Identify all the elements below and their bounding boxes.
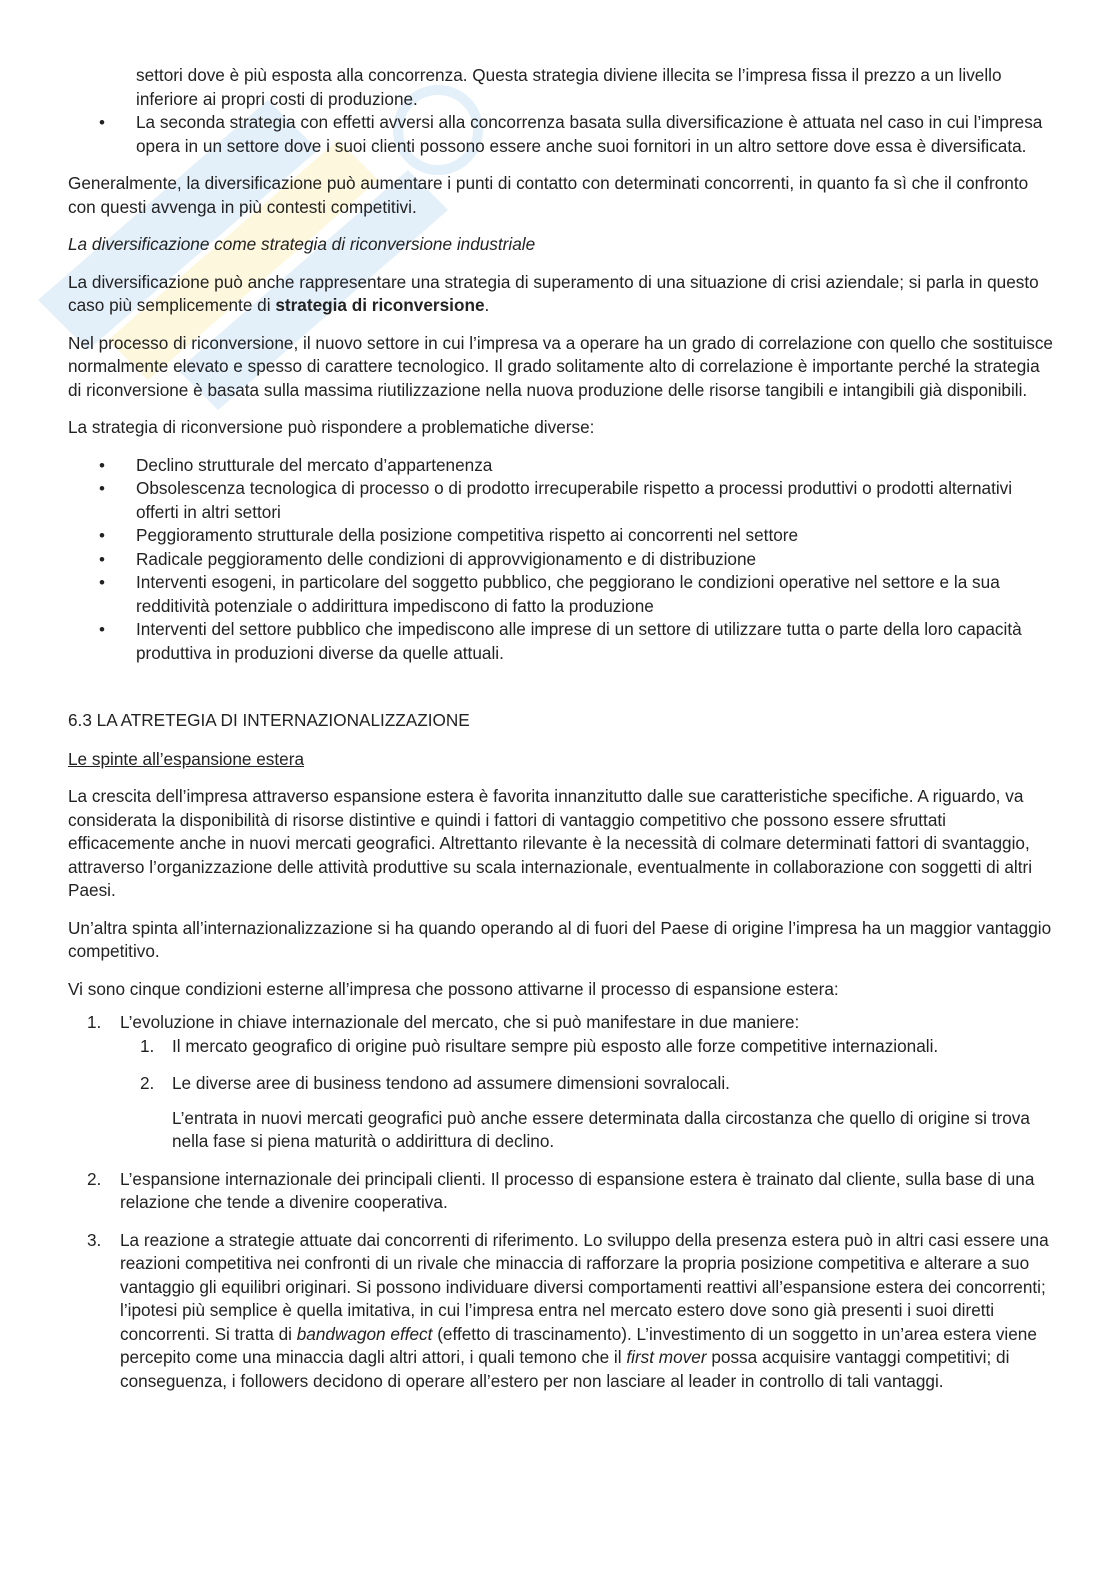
list-item-text: La reazione a strategie attuate dai concorrenti di riferimento. Lo sviluppo della presenza estera può in altri casi essere una reazioni competitiva nei confronti di un rivale che minaccia di rafforzare la propria posizione competitiva e alterare a suo vantaggio gli equilibri originari. Si possono individuare diversi comportamenti reattivi all’espansione estera dei concorrenti; l’ipotesi più semplice è quella imitativa, in cui l’impresa entra nel mercato estero dove sono già presenti i suoi diretti concorrenti. Si tratta di bbox=[120, 1229, 1049, 1344]
section-heading: 6.3 LA ATRETEGIA DI INTERNAZIONALIZZAZIONE bbox=[68, 710, 470, 730]
conditions-list bbox=[68, 1011, 1054, 1393]
paragraph-altra-spinta: Un’altra spinta all’internazionalizzazione si ha quando operando al di fuori del Paese di origine l’impresa ha un maggior vantaggio competitivo. bbox=[68, 917, 1052, 961]
paragraph-cinque-condizioni: Vi sono cinque condizioni esterne all’impresa che possono attivarne il processo di espansione estera: bbox=[68, 978, 839, 999]
list-number: 1. bbox=[87, 1012, 102, 1032]
list-item-text: possa acquisire vantaggi competitivi; di conseguenza, i followers decidono di operare all’estero per non lasciare al leader in controllo di tali vantaggi. bbox=[120, 1347, 1010, 1391]
problematiche-list bbox=[68, 454, 1054, 666]
list-item: • Declino strutturale del mercato d’appartenenza bbox=[68, 454, 1054, 478]
list-item bbox=[68, 1011, 1054, 1154]
document-page bbox=[68, 64, 1054, 1407]
list-item-text: L’evoluzione in chiave internazionale del mercato, che si può manifestare in due maniere: bbox=[120, 1012, 800, 1032]
paragraph-generalmente: Generalmente, la diversificazione può aumentare i punti di contatto con determinati concorrenti, in quanto fa sì che il confronto con questi avvenga in più contesti competitivi. bbox=[68, 173, 1029, 217]
list-item: • Interventi del settore pubblico che impediscono alle imprese di un settore di utilizzare tutta o parte della loro capacità produttiva in produzioni diverse da quelle attuali. bbox=[68, 618, 1054, 665]
list-item: • Peggioramento strutturale della posizione competitiva rispetto ai concorrenti nel settore bbox=[68, 524, 1054, 548]
sub-list-item bbox=[120, 1035, 1054, 1059]
sub-list bbox=[120, 1035, 1054, 1096]
list-number: 2. bbox=[87, 1168, 102, 1189]
sub-list-item bbox=[120, 1072, 1054, 1096]
italic-term: bandwagon effect bbox=[296, 1323, 433, 1344]
paragraph-text: La diversificazione può anche rappresentare una strategia di superamento di una situazione di crisi aziendale; si parla in questo caso più semplicemente di bbox=[68, 271, 1039, 315]
intro-bullet-list bbox=[68, 64, 1054, 158]
list-item-text: La seconda strategia con effetti avversi alla concorrenza basata sulla diversificazione è attuata nel caso in cui l’impresa opera in un settore dove i suoi clienti possono essere anche suoi fornitori in un altro settore dove essa è diversificata. bbox=[136, 112, 1043, 156]
list-item: • Interventi esogeni, in particolare del soggetto pubblico, che peggiorano le condizioni operative nel settore e la sua redditività potenziale o addirittura impediscono di fatto la produzione bbox=[68, 571, 1054, 618]
list-item: • Obsolescenza tecnologica di processo o di prodotto irrecuperabile rispetto a processi produttivi o prodotti alternativi offerti in altri settori bbox=[68, 477, 1054, 524]
italic-term: first mover bbox=[626, 1347, 707, 1367]
paragraph-crescita: La crescita dell’impresa attraverso espansione estera è favorita innanzitutto dalle sue caratteristiche specifiche. A riguardo, va considerata la disponibilità di risorse distintive e quindi i fattori di vantaggio competitivo che possono essere sfruttati efficacemente anche in nuovi mercati geografici. Altrettanto rilevante è la necessità di colmare determinati fattori di svantaggio, attraverso l’organizzazione delle attività produttive su scala internazionale, eventualmente in collaborazione con soggetti di altri Paesi. bbox=[68, 786, 1033, 900]
list-number: 2. bbox=[140, 1073, 155, 1093]
paragraph-text: . bbox=[484, 295, 490, 315]
list-item-text: Le diverse aree di business tendono ad assumere dimensioni sovralocali. bbox=[172, 1073, 730, 1093]
subheading-riconversione: La diversificazione come strategia di riconversione industriale bbox=[68, 234, 536, 254]
list-item: • Radicale peggioramento delle condizioni di approvvigionamento e di distribuzione bbox=[68, 548, 1054, 572]
list-item bbox=[68, 1229, 1054, 1394]
list-number: 3. bbox=[87, 1229, 102, 1250]
list-item bbox=[68, 1168, 1054, 1215]
intro-bullet-continued bbox=[68, 64, 1054, 111]
paragraph-problematiche: La strategia di riconversione può rispondere a problematiche diverse: bbox=[68, 417, 595, 437]
paragraph-processo: Nel processo di riconversione, il nuovo settore in cui l’impresa va a operare ha un grado di correlazione con quello che sostituisce normalmente elevato e spesso di carattere tecnologico. Il grado solitamente alto di correlazione è importante perché la strategia di riconversione è basata sulla massima riutilizzazione nella nuova produzione delle risorse tangibili e intangibili già disponibili. bbox=[68, 332, 1053, 400]
subheading-spinte: Le spinte all’espansione estera bbox=[68, 748, 305, 769]
list-item-text: settori dove è più esposta alla concorrenza. Questa strategia diviene illecita se l’impresa fissa il prezzo a un livello inferiore ai propri costi di produzione. bbox=[136, 65, 1002, 109]
paragraph-riconversione bbox=[68, 271, 1054, 318]
sub-note: L’entrata in nuovi mercati geografici può anche essere determinata dalla circostanza che quello di origine si trova nella fase si piena maturità o addirittura di declino. bbox=[172, 1107, 1030, 1151]
list-item-text: (effetto di trascinamento). L’investimento di un soggetto in un’area estera viene percepito come una minaccia dagli altri attori, i quali temono che il bbox=[120, 1323, 1037, 1367]
list-item bbox=[68, 111, 1054, 158]
bold-term: strategia di riconversione bbox=[275, 295, 485, 315]
list-item-text: Il mercato geografico di origine può risultare sempre più esposto alle forze competitive internazionali. bbox=[172, 1035, 939, 1056]
list-number: 1. bbox=[140, 1035, 155, 1056]
list-item-text: L’espansione internazionale dei principali clienti. Il processo di espansione estera è trainato dal cliente, sulla base di una relazione che tende a divenire cooperativa. bbox=[120, 1168, 1035, 1212]
